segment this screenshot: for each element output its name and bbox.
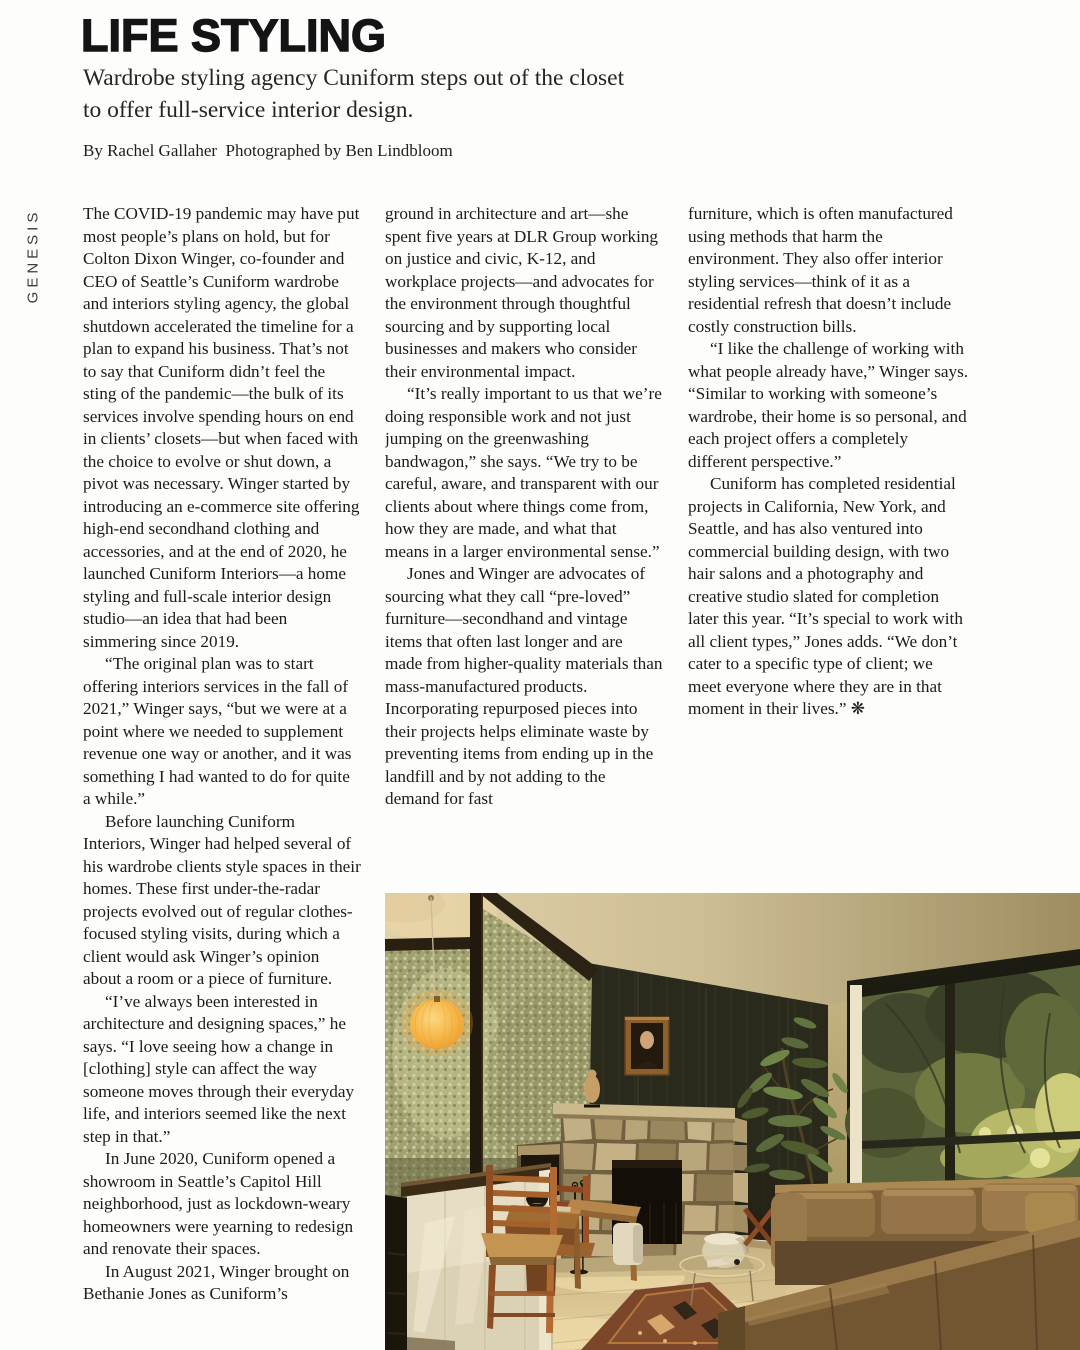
article-paragraph: Cuniform has completed residential projects in California, New York, and Seattle, and has also ventured into commercial building design, with two hair salons and a photography and creative studio slated for completion later this year. “It’s special to work with all client types,” Jones adds. “We don’t cater to a specific type of client; we meet everyone where they are in that moment in their lives.” ❋ [688,474,963,718]
article-paragraph: “The original plan was to start offering interiors services in the fall of 2021,” Winger says, “but we were at a point where we needed to supplement revenue one way or another, and it was something I had wanted to do for quite a while.” [83,654,352,808]
article-title: LIFE STYLING [81,10,387,61]
article-paragraph: In August 2021, Winger brought on Bethanie Jones as Cuniform’s [83,1261,350,1303]
article-paragraph: Jones and Winger are advocates of sourcing what they call “pre-loved” furniture—secondhand and vintage items that often last longer and are made from higher-quality materials than mass-manufactured products. Incorporating repurposed pieces into their projects helps eliminate waste by preventing items from ending up in the landfill and by not adding to the demand for fast [385,564,663,808]
article-paragraph: The COVID-19 pandemic may have put most people’s plans on hold, but for Colton Dixon Winger, co-founder and CEO of Seattle’s Cuniform wardrobe and interiors styling agency, the global shutdown accelerated the timeline for a plan to expand his business. That’s not to say that Cuniform didn’t feel the sting of the pandemic—the bulk of its services involve spending hours on end in clients’ closets—but when faced with the choice to evolve or shut down, a pivot was necessary. Winger started by introducing an e-commerce site offering high-end secondhand clothing and accessories, and at the end of 2020, he launched Cuniform Interiors—a home styling and full-scale interior design studio—an idea that had been simmering since 2019. [83,204,360,651]
section-label-genesis: GENESIS [24,208,42,304]
article-paragraph: Before launching Cuniform Interiors, Winger had helped several of his wardrobe clients style spaces in their homes. These first under-the-radar projects evolved out of regular clothes-focused styling visits, during which a client would ask Winger’s opinion about a room or a piece of furniture. [83,811,361,988]
article-subtitle: Wardrobe styling agency Cuniform steps out of the closet to offer full-service interior design. [83,65,625,123]
article-paragraph: “I like the challenge of working with what people already have,” Winger says. “Similar to working with someone’s wardrobe, their home is so personal, and each project offers a completely different perspective.” [688,339,969,471]
article-column-2 [385,203,663,895]
article-paragraph: “I’ve always been interested in architecture and designing spaces,” he says. “I love seeing how a change in [clothing] style can affect the way someone moves through their everyday life, and interiors seemed like the next step in that.” [83,991,355,1146]
article-paragraph: In June 2020, Cuniform opened a showroom in Seattle’s Capitol Hill neighborhood, just as lockdown-weary homeowners were yearning to redesign and renovate their spaces. [83,1149,354,1258]
interior-photo [385,893,1080,1350]
article-paragraph: furniture, which is often manufactured using methods that harm the environment. They also offer interior styling services—think of it as a residential refresh that doesn’t include costly construction bills. [688,204,953,336]
interior-photo-illustration [385,893,1080,1350]
article-byline: By Rachel Gallaher Photographed by Ben Lindbloom [83,141,453,160]
article-paragraph: ground in architecture and art—she spent five years at DLR Group working on justice and civic, K-12, and workplace projects—and advocates for the environment through thoughtful sourcing and by supporting local businesses and makers who consider their environmental impact. [385,204,659,381]
article-column-3 [688,203,969,763]
article-column-1 [83,203,361,1350]
article-paragraph: “It’s really important to us that we’re doing responsible work and not just jumping on the greenwashing bandwagon,” she says. “We try to be careful, aware, and transparent with our clients about where things come from, how they are made, and what that means in a larger environmental sense.” [385,384,662,561]
